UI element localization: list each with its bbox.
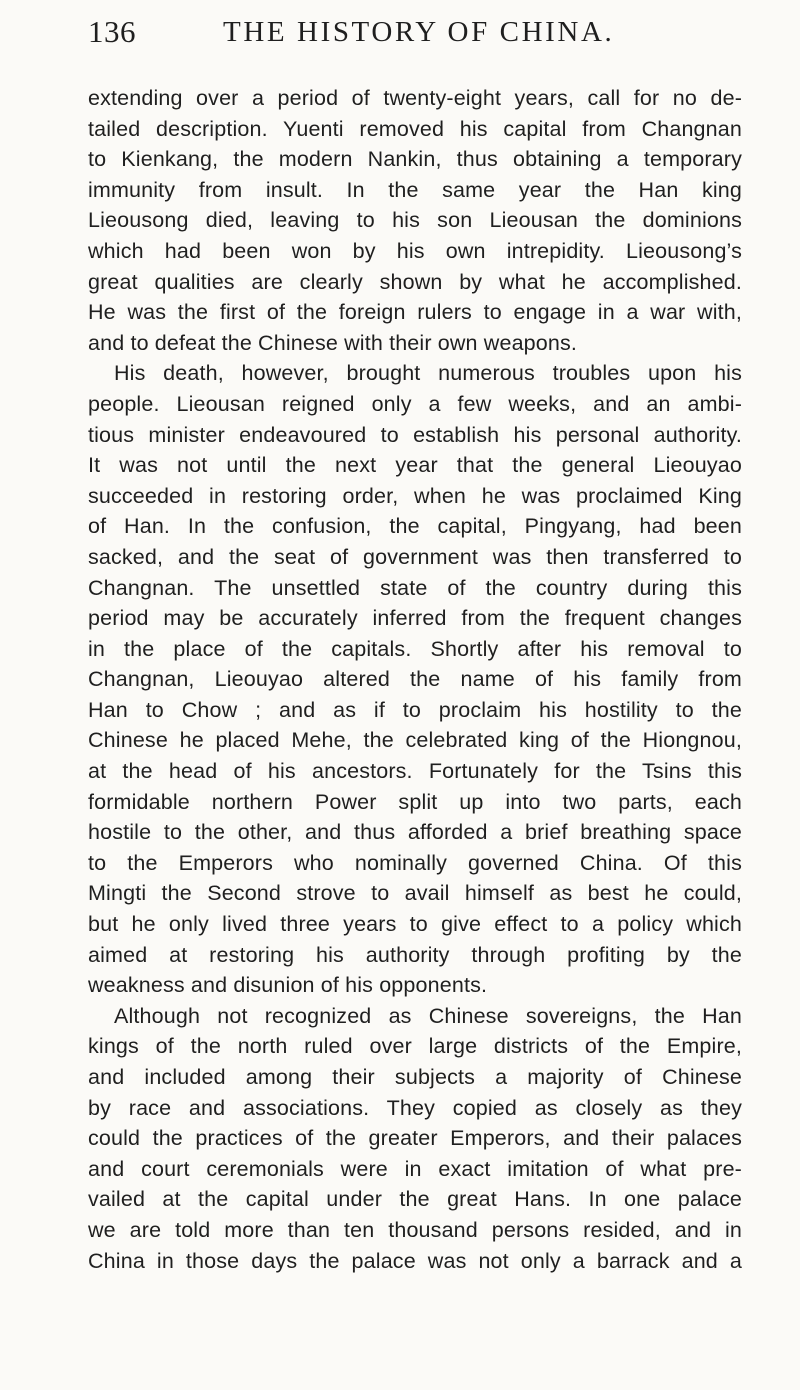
text-line: Changnan, Lieouyao altered the name of his family from bbox=[88, 667, 742, 692]
text-line: sacked, and the seat of government was then transferred to bbox=[88, 544, 742, 569]
text-line: Mingti the Second strove to avail himself as best he could, bbox=[88, 881, 742, 906]
text-line: extending over a period of twenty-eight years, call for no de- bbox=[88, 86, 742, 110]
text-line: to the Emperors who nominally governed China. Of this bbox=[88, 850, 742, 875]
text-line: He was the first of the foreign rulers to engage in a war with, bbox=[88, 300, 742, 325]
text-line: people. Lieousan reigned only a few weeks, and an ambi- bbox=[88, 391, 742, 416]
text-line: kings of the north ruled over large districts of the Empire, bbox=[88, 1034, 742, 1059]
text-line: and to defeat the Chinese with their own weapons. bbox=[88, 330, 578, 355]
text-line: at the head of his ancestors. Fortunately for the Tsins this bbox=[88, 759, 742, 784]
text-line: Lieousong died, leaving to his son Lieousan the dominions bbox=[88, 208, 742, 233]
text-line: but he only lived three years to give effect to a policy which bbox=[88, 912, 742, 937]
text-line: His death, however, brought numerous troubles upon his bbox=[114, 361, 742, 386]
text-line: by race and associations. They copied as closely as they bbox=[88, 1095, 742, 1120]
text-line: to Kienkang, the modern Nankin, thus obtaining a temporary bbox=[88, 147, 742, 172]
text-line: great qualities are clearly shown by what he accomplished. bbox=[88, 269, 742, 294]
text-line: Although not recognized as Chinese sovereigns, the Han bbox=[114, 1003, 742, 1028]
text-line: we are told more than ten thousand persons resided, and in bbox=[88, 1217, 742, 1242]
text-line: It was not until the next year that the general Lieouyao bbox=[88, 453, 742, 478]
text-line: China in those days the palace was not only a barrack and a bbox=[88, 1248, 742, 1273]
text-line: period may be accurately inferred from the frequent changes bbox=[88, 606, 742, 631]
running-head: THE HISTORY OF CHINA. bbox=[223, 16, 615, 48]
text-line: formidable northern Power split up into two parts, each bbox=[88, 789, 742, 814]
text-line: and court ceremonials were in exact imitation of what pre- bbox=[88, 1156, 742, 1181]
page-header bbox=[88, 12, 742, 52]
text-line: vailed at the capital under the great Hans. In one palace bbox=[88, 1187, 742, 1212]
body-text bbox=[88, 83, 742, 1276]
text-line: in the place of the capitals. Shortly after his removal to bbox=[88, 636, 742, 661]
text-line: and included among their subjects a majority of Chinese bbox=[88, 1065, 742, 1089]
page-number: 136 bbox=[88, 14, 136, 49]
text-line: immunity from insult. In the same year the Han king bbox=[88, 177, 742, 202]
text-line: tious minister endeavoured to establish his personal authority. bbox=[88, 422, 742, 447]
text-line: which had been won by his own intrepidity. Lieousong’s bbox=[88, 238, 742, 263]
text-line: Han to Chow ; and as if to proclaim his hostility to the bbox=[88, 697, 742, 722]
text-line: could the practices of the greater Emperors, and their palaces bbox=[88, 1126, 742, 1151]
text-line: aimed at restoring his authority through profiting by the bbox=[88, 942, 742, 967]
text-line: Chinese he placed Mehe, the celebrated king of the Hiongnou, bbox=[88, 728, 742, 753]
text-line: weakness and disunion of his opponents. bbox=[88, 973, 488, 998]
text-line: succeeded in restoring order, when he was proclaimed King bbox=[88, 483, 742, 508]
text-line: of Han. In the confusion, the capital, Pingyang, had been bbox=[88, 514, 742, 539]
text-line: Changnan. The unsettled state of the country during this bbox=[88, 575, 742, 600]
text-line: hostile to the other, and thus afforded a brief breathing space bbox=[88, 820, 742, 845]
text-line: tailed description. Yuenti removed his capital from Changnan bbox=[88, 116, 742, 141]
